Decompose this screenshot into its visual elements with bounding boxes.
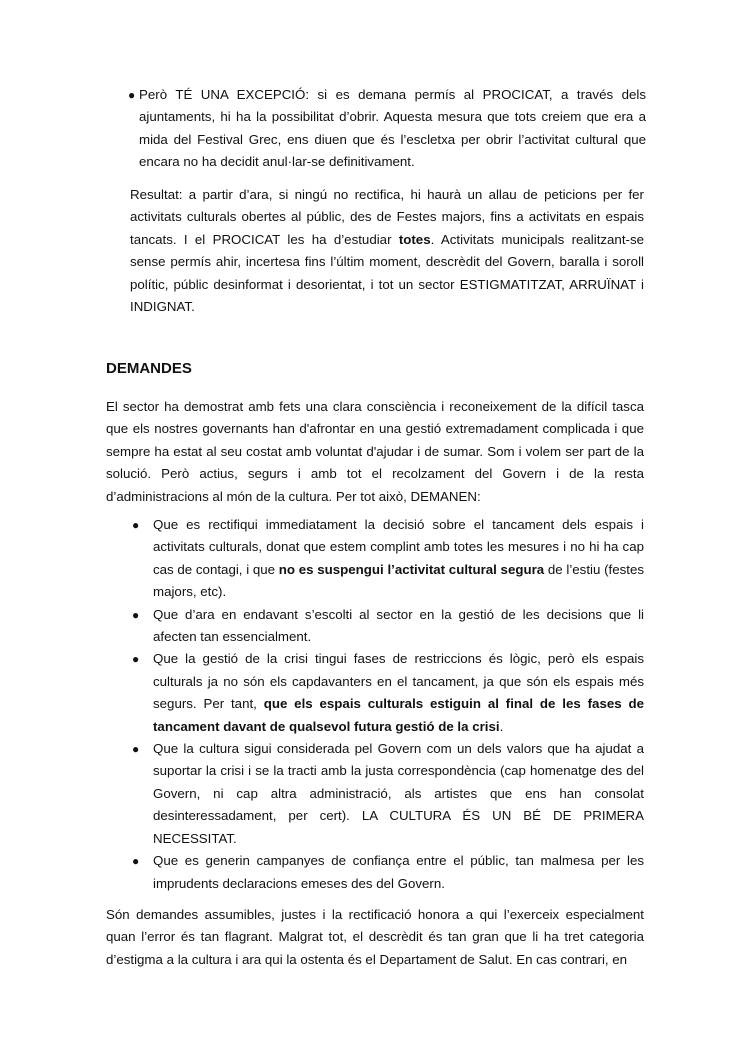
list-item	[110, 84, 646, 174]
intro-paragraph: El sector ha demostrat amb fets una clara consciència i reconeixement de la difícil tasca que els nostres governants han d'afrontar en una gestió extremadament complicada i que sempre ha estat al seu costat amb voluntat d'ajudar i de sumar. Som i volem ser part de la solució. Però actius, segurs i amb tot el recolzament del Govern i de la resta d’administracions al món de la cultura. Per tot això, DEMANEN:	[106, 399, 644, 504]
demand-bold: no es suspengui l’activitat cultural segura	[278, 561, 545, 577]
resultat-bold: totes	[398, 231, 431, 247]
demand-text: Que es generin campanyes de confiança entre el públic, tan malmesa per les imprudents declaracions emeses des del Govern.	[153, 853, 644, 891]
closing-paragraph: Són demandes assumibles, justes i la rectificació honora a qui l’exerceix especialment quan l’error és tan flagrant. Malgrat tot, el descrèdit és tan gran que li ha tret categoria d’estigma a la cultura i ara qui la ostenta és el Departament de Salut. En cas contrari, en	[106, 907, 644, 967]
exception-bullet-list	[110, 84, 646, 174]
bullet-icon: ●	[132, 607, 140, 622]
demand-text-part: Que la gestió de la crisi tingui fases de restriccions és lògic, però els espais culturals ja no són els capdavanters en el tancament, ja que són els espais més segurs. Per tant,	[153, 651, 644, 712]
bullet-icon: ●	[132, 854, 140, 869]
list-item	[106, 648, 644, 738]
list-item	[106, 850, 644, 895]
exception-paragraph: Però TÉ UNA EXCEPCIÓ: si es demana permís al PROCICAT, a través dels ajuntaments, hi ha la possibilitat d’obrir. Aquesta mesura que tots creiem que era a mida del Festival Grec, ens diuen que és l’escletxa per obrir l’activitat cultural que encara no ha decidit anul·lar-se definitivament.	[139, 87, 646, 170]
demand-text	[153, 648, 644, 738]
demand-text-part: de l’estiu (festes majors, etc).	[153, 561, 644, 600]
demand-text	[153, 514, 644, 604]
demand-text: Que la cultura sigui considerada pel Govern com un dels valors que ha ajudat a suportar la crisi i se la tracti amb la justa correspondència (cap homenatge des del Govern, ni cap altra administració, als artistes que ens han consolat desinteressadament, per cert). LA CULTURA ÉS UN BÉ DE PRIMERA NECESSITAT.	[153, 741, 644, 846]
bullet-icon: ●	[132, 652, 140, 667]
list-item	[106, 738, 644, 850]
demands-list	[106, 514, 644, 895]
demand-bold: que els espais culturals estiguin al final de les fases de tancament davant de qualsevol futura gestió de la crisi	[153, 696, 644, 734]
bullet-icon: ●	[128, 88, 136, 102]
demand-text: Que d’ara en endavant s’escolti al sector en la gestió de les decisions que li afecten tan essencialment.	[153, 606, 644, 645]
section-heading: DEMANDES	[106, 360, 192, 377]
demand-text-part: Que es rectifiqui immediatament la decisió sobre el tancament dels espais i activitats culturals, donat que estem complint amb totes les mesures i no hi ha cap cas de contagi, i que	[153, 517, 644, 577]
list-item	[106, 514, 644, 604]
bullet-icon: ●	[132, 518, 140, 532]
list-item	[106, 604, 644, 649]
resultat-text: Resultat: a partir d’ara, si ningú no rectifica, hi haurà un allau de peticions per fer activitats culturals obertes al públic, des de Festes majors, fins a activitats en espais tancats. I el PROCICAT les ha d’estudiar	[130, 187, 644, 247]
resultat-paragraph	[130, 184, 644, 318]
demand-text-part: .	[499, 718, 504, 734]
bullet-icon: ●	[132, 742, 140, 757]
resultat-text-end: . Activitats municipals realitzant-se sense permís ahir, incertesa fins l’últim moment, descrèdit del Govern, baralla i soroll polític, públic desinformat i desorientat, i tot un sector ESTIGMATITZAT, ARRUÏNAT i INDIGNAT.	[130, 231, 644, 315]
